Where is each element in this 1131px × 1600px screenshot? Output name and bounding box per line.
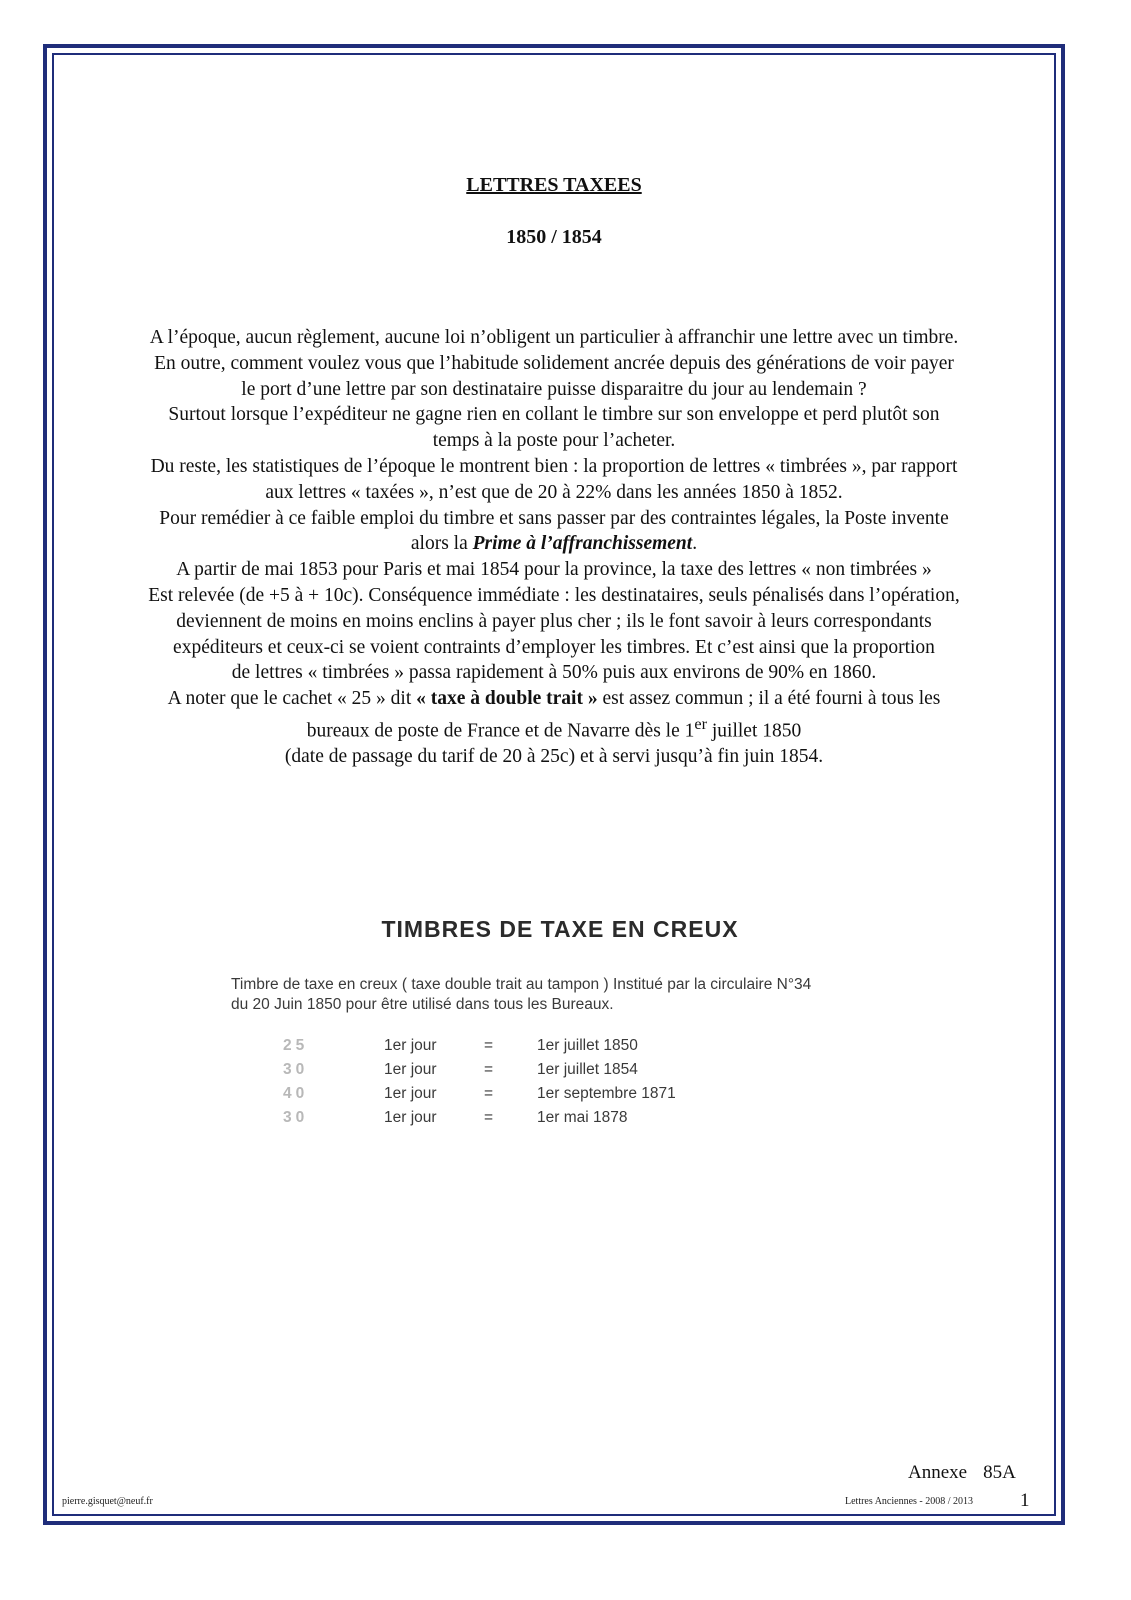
- stamp-value: 30: [283, 1109, 309, 1126]
- body-line: aux lettres « taxées », n’est que de 20 à 22% dans les années 1850 à 1852.: [265, 481, 843, 503]
- first-day-label: 1er jour: [384, 1061, 437, 1078]
- body-line: de lettres « timbrées » passa rapidement à 50% puis aux environs de 90% en 1860.: [231, 662, 877, 684]
- intro-line: Timbre de taxe en creux ( taxe double trait au tampon ) Institué par la circulaire N°34: [231, 976, 812, 993]
- body-text-fragment: juillet 1850: [707, 720, 802, 742]
- first-day-date: 1er juillet 1850: [537, 1037, 638, 1054]
- body-line: [80, 531, 1028, 557]
- intro-line: du 20 Juin 1850 pour être utilisé dans tous les Bureaux.: [231, 996, 614, 1013]
- annexe-reference: [908, 1462, 1016, 1484]
- equals-sign: =: [484, 1085, 494, 1102]
- first-day-label: 1er jour: [384, 1037, 437, 1054]
- body-line: A l’époque, aucun règlement, aucune loi n’obligent un particulier à affranchir une lettre avec un timbre.: [149, 327, 959, 348]
- body-text-fragment: A noter que le cachet « 25 » dit: [167, 688, 417, 710]
- equals-sign: =: [484, 1061, 494, 1078]
- annexe-number: 85A: [983, 1462, 1016, 1483]
- body-line: deviennent de moins en moins enclins à payer plus cher ; ils le font savoir à leurs correspondants: [176, 610, 932, 632]
- section-title: TIMBRES DE TAXE EN CREUX: [381, 916, 739, 942]
- author-email: pierre.gisquet@neuf.fr: [62, 1496, 153, 1507]
- first-day-date: 1er mai 1878: [537, 1109, 628, 1126]
- page-number: 1: [1020, 1490, 1030, 1511]
- page-border-inner: [52, 53, 1056, 1516]
- site-credit: Lettres Anciennes - 2008 / 2013: [845, 1496, 974, 1507]
- body-line: le port d’une lettre par son destinataire puisse disparaitre du jour au lendemain ?: [241, 378, 867, 400]
- prime-emphasis: Prime à l’affranchissement: [472, 533, 693, 555]
- annexe-label: Annexe: [908, 1462, 968, 1483]
- first-day-date: 1er septembre 1871: [537, 1085, 676, 1102]
- first-day-label: 1er jour: [384, 1109, 437, 1126]
- body-line: [80, 712, 1028, 744]
- first-day-label: 1er jour: [384, 1085, 437, 1102]
- body-line: En outre, comment voulez vous que l’habitude solidement ancrée depuis des générations de voir payer: [154, 352, 954, 374]
- equals-sign: =: [484, 1109, 494, 1126]
- stamp-value: 25: [283, 1037, 309, 1054]
- stamp-value: 40: [283, 1085, 309, 1102]
- body-line: (date de passage du tarif de 20 à 25c) et à servi jusqu’à fin juin 1854.: [284, 746, 824, 768]
- body-line: Est relevée (de +5 à + 10c). Conséquence immédiate : les destinataires, seuls pénalisés dans l’opération,: [148, 584, 960, 606]
- body-line: A partir de mai 1853 pour Paris et mai 1854 pour la province, la taxe des lettres « non timbrées »: [176, 559, 932, 581]
- body-line: [80, 686, 1028, 712]
- document-title: LETTRES TAXEES: [466, 174, 642, 196]
- stamp-value: 30: [283, 1061, 309, 1078]
- body-text-fragment: bureaux de poste de France et de Navarre dès le 1: [306, 720, 695, 742]
- body-line: temps à la poste pour l’acheter.: [432, 430, 676, 452]
- body-line: expéditeurs et ceux-ci se voient contraints d’employer les timbres. Et c’est ainsi que la proportion: [173, 636, 935, 658]
- first-day-date: 1er juillet 1854: [537, 1061, 638, 1078]
- body-line: Surtout lorsque l’expéditeur ne gagne rien en collant le timbre sur son enveloppe et perd plutôt son: [168, 404, 940, 426]
- body-line: Pour remédier à ce faible emploi du timbre et sans passer par des contraintes légales, la Poste invente: [159, 507, 949, 529]
- document-years: 1850 / 1854: [506, 226, 602, 248]
- section-intro: [231, 975, 931, 1015]
- double-trait-emphasis: « taxe à double trait »: [416, 688, 598, 710]
- equals-sign: =: [484, 1037, 494, 1054]
- superscript: er: [694, 714, 708, 733]
- body-line: Du reste, les statistiques de l’époque le montrent bien : la proportion de lettres « timbrées », par rapport: [150, 455, 958, 477]
- body-text-fragment: .: [692, 533, 698, 555]
- body-paragraph: [80, 325, 1028, 770]
- body-text-fragment: est assez commun ; il a été fourni à tous les: [597, 688, 941, 710]
- body-text-fragment: alors la: [410, 533, 473, 555]
